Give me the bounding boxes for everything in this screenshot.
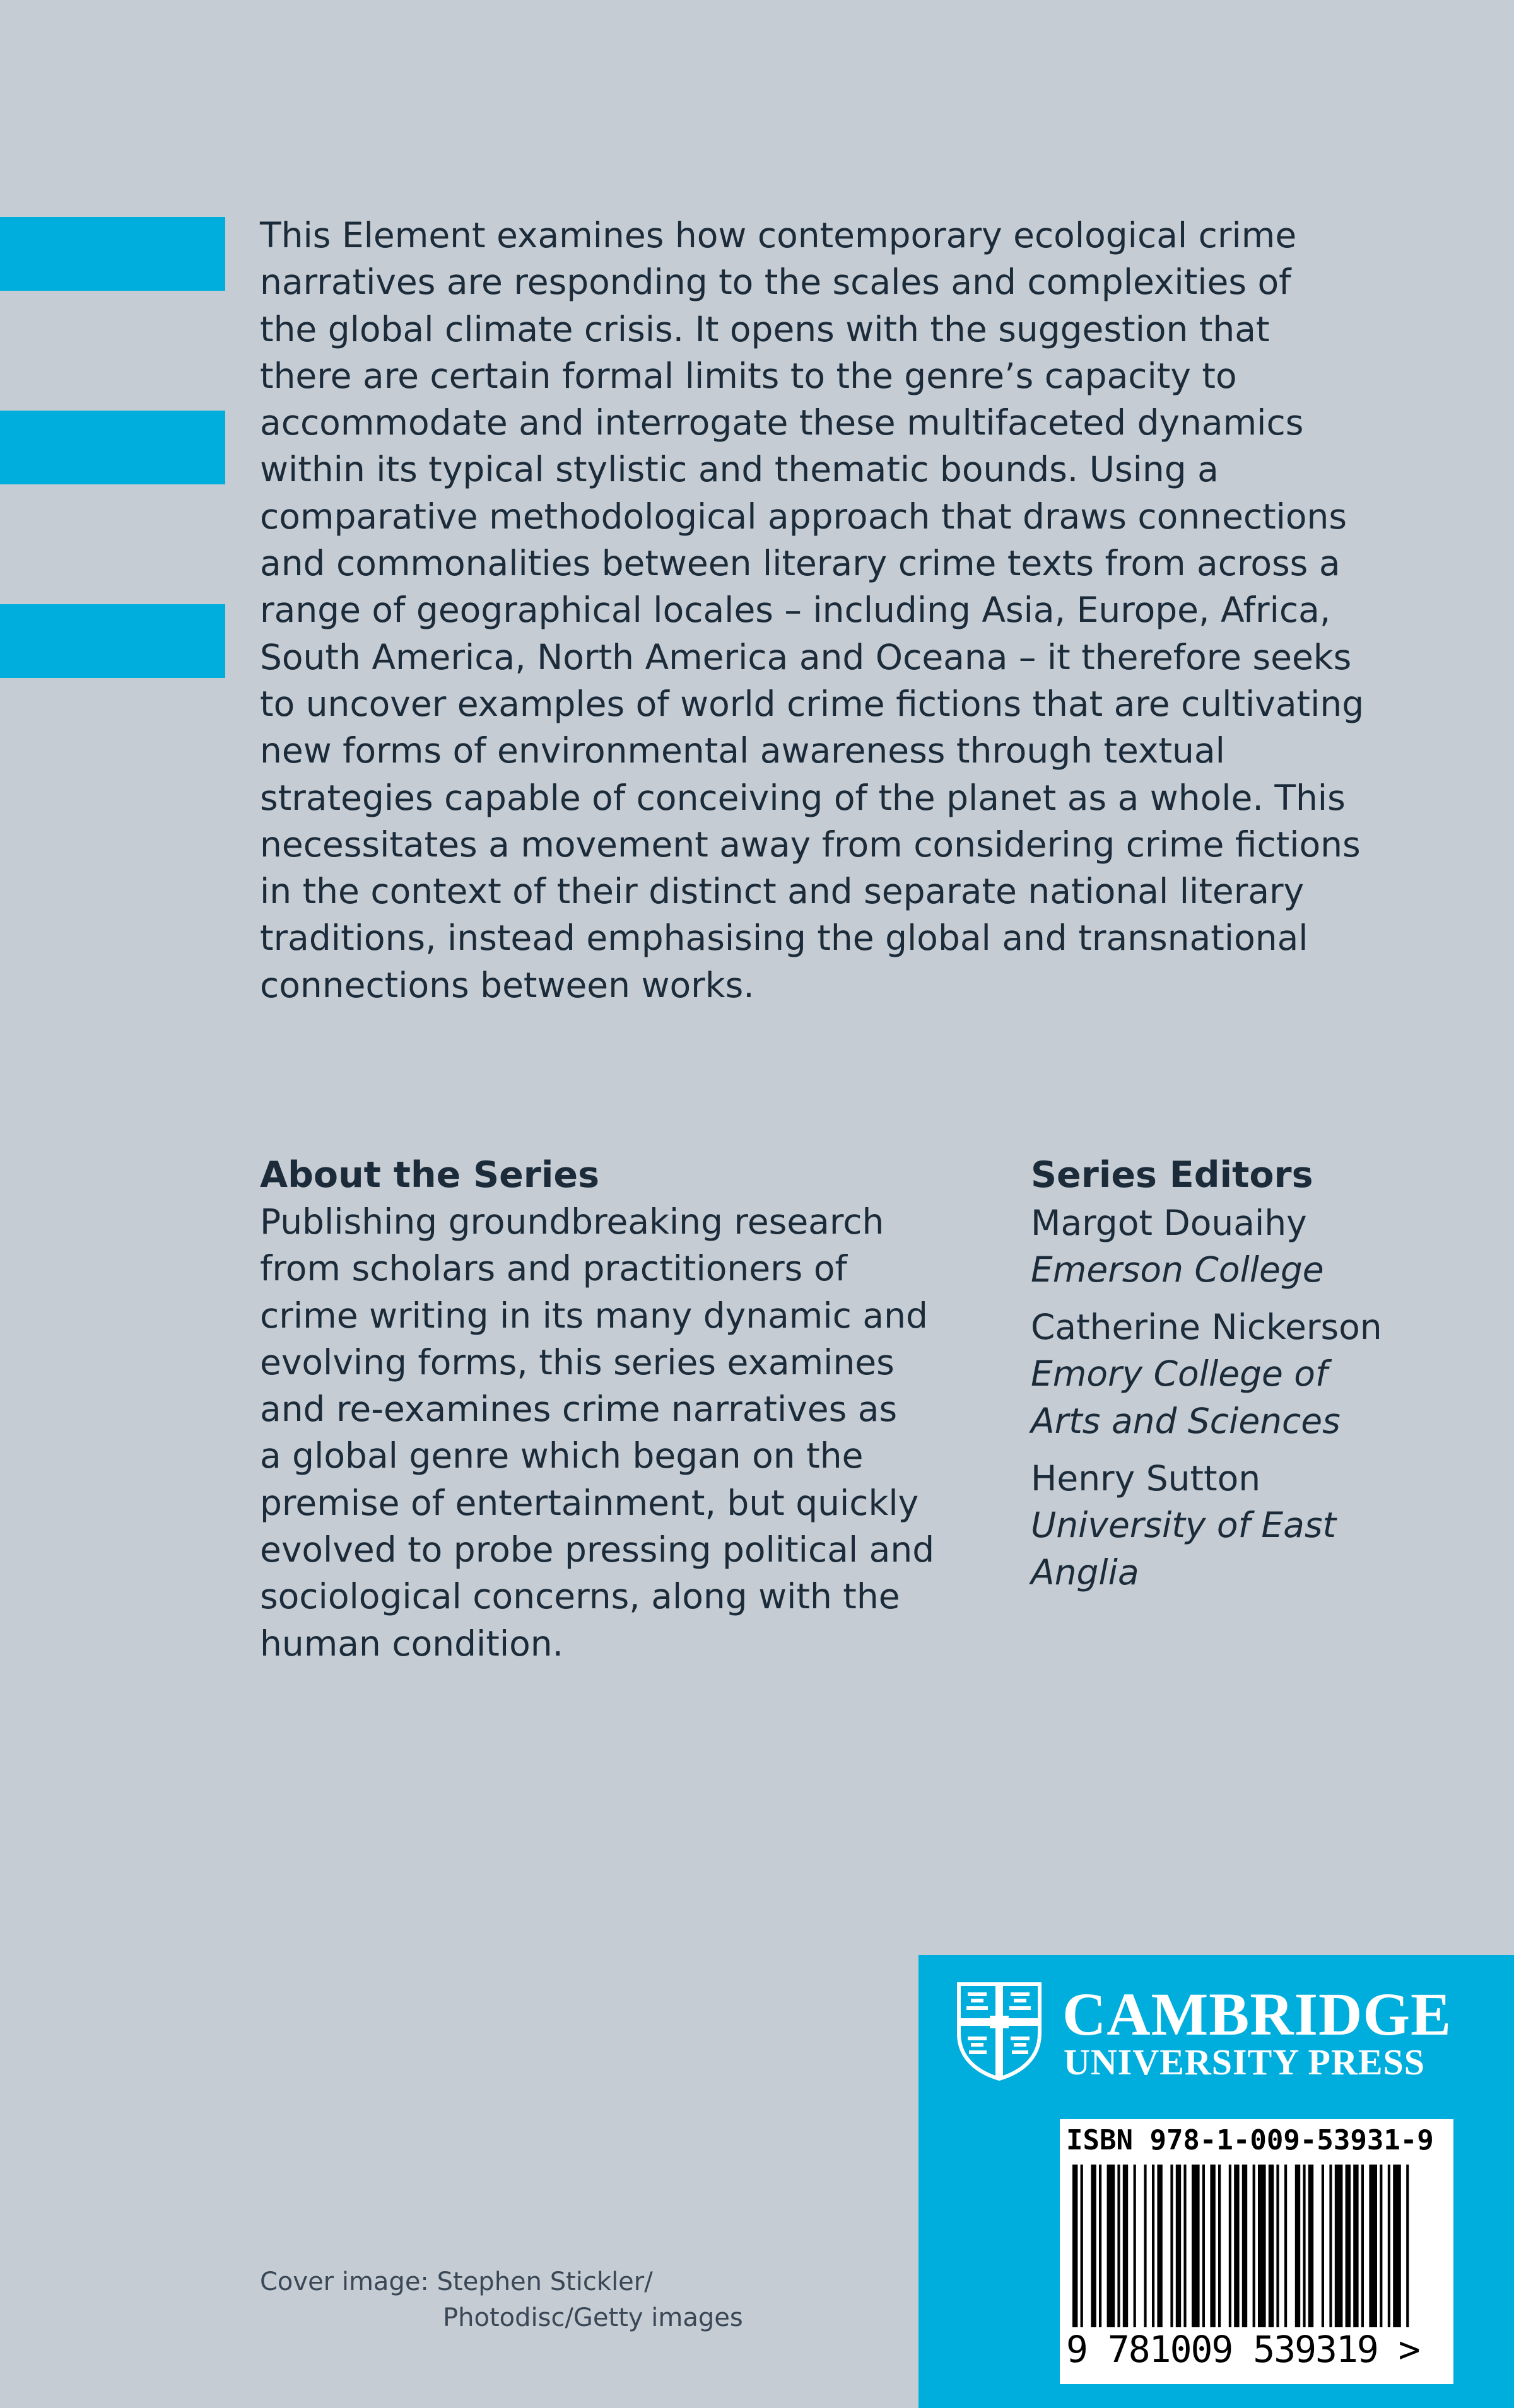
editor-name: Henry Sutton <box>1031 1458 1261 1499</box>
barcode-bars <box>1069 2165 1445 2327</box>
about-line: evolving forms, this series examines <box>260 1341 895 1382</box>
about-series-heading: About the Series <box>260 1154 600 1196</box>
about-line: a global genre which began on the <box>260 1435 864 1476</box>
blurb-line: in the context of their distinct and separate national literary <box>260 871 1305 912</box>
editor-entry <box>1031 1200 1324 1294</box>
editor-name: Margot Douaihy <box>1031 1203 1307 1243</box>
about-series-text <box>260 1198 979 1667</box>
barcode-bar <box>1072 2165 1077 2327</box>
blurb-line: new forms of environmental awareness through textual <box>260 730 1225 771</box>
book-blurb <box>260 212 1421 1008</box>
about-line: Publishing groundbreaking research <box>260 1201 884 1242</box>
barcode-bar <box>1242 2165 1247 2327</box>
blurb-line: range of geographical locales – including Asia, Europe, Africa, <box>260 590 1331 631</box>
barcode-bar <box>1303 2165 1305 2327</box>
blurb-line: connections between works. <box>260 964 754 1005</box>
about-line: evolved to probe pressing political and <box>260 1529 935 1570</box>
barcode-bar <box>1322 2165 1324 2327</box>
blurb-line: and commonalities between literary crime texts from across a <box>260 543 1341 584</box>
barcode-bar <box>1117 2165 1120 2327</box>
about-line: and re-examines crime narratives as <box>260 1389 898 1430</box>
blurb-line: narratives are responding to the scales and complexities of <box>260 262 1291 303</box>
barcode-bar <box>1183 2165 1186 2327</box>
editor-institution: University of East <box>1031 1505 1337 1546</box>
about-line: from scholars and practitioners of <box>260 1248 847 1289</box>
about-line: sociological concerns, along with the <box>260 1576 900 1617</box>
barcode-bar <box>1229 2165 1231 2327</box>
barcode-bar <box>1329 2165 1332 2327</box>
editor-institution: Emory College of <box>1031 1353 1328 1394</box>
barcode-bar <box>1134 2165 1136 2327</box>
barcode-bar <box>1346 2165 1351 2327</box>
barcode-bar <box>1170 2165 1173 2327</box>
publisher-panel <box>918 1955 1514 2408</box>
barcode-bar <box>1258 2165 1266 2327</box>
barcode-bar <box>1295 2165 1300 2327</box>
isbn-barcode <box>1060 2119 1453 2384</box>
blurb-line: traditions, instead emphasising the global and transnational <box>260 918 1308 959</box>
about-line: human condition. <box>260 1623 564 1664</box>
cambridge-shield-icon <box>955 1980 1043 2081</box>
barcode-digits: 9 781009 539319 > <box>1066 2328 1419 2371</box>
blurb-line: within its typical stylistic and thematic bounds. Using a <box>260 449 1219 490</box>
barcode-bar <box>1107 2165 1115 2327</box>
blurb-line: strategies capable of conceiving of the planet as a whole. This <box>260 777 1346 818</box>
barcode-bar <box>1269 2165 1274 2327</box>
barcode-bar <box>1361 2165 1364 2327</box>
barcode-bar <box>1393 2165 1401 2327</box>
barcode-bar <box>1144 2165 1146 2327</box>
barcode-bar <box>1157 2165 1162 2327</box>
about-line: crime writing in its many dynamic and <box>260 1295 928 1336</box>
barcode-bar <box>1369 2165 1377 2327</box>
credit-line: Photodisc/Getty images <box>443 2303 743 2332</box>
publisher-subname: UNIVERSITY PRESS <box>1064 2042 1426 2083</box>
accent-bar-top <box>0 217 225 291</box>
barcode-bar <box>1253 2165 1255 2327</box>
barcode-bar <box>1406 2165 1409 2327</box>
barcode-bar <box>1091 2165 1096 2327</box>
barcode-bar <box>1388 2165 1390 2327</box>
barcode-bar <box>1099 2165 1101 2327</box>
blurb-line: South America, North America and Oceana – it therefore seeks <box>260 636 1352 677</box>
barcode-bar <box>1123 2165 1128 2327</box>
blurb-line: This Element examines how contemporary ecological crime <box>260 215 1297 255</box>
blurb-line: accommodate and interrogate these multifaceted dynamics <box>260 402 1304 443</box>
accent-bar-bottom <box>0 604 225 678</box>
barcode-bar <box>1202 2165 1205 2327</box>
barcode-bar <box>1380 2165 1382 2327</box>
editor-institution: Emerson College <box>1031 1249 1324 1290</box>
blurb-line: the global climate crisis. It opens with the suggestion that <box>260 308 1270 349</box>
barcode-bar <box>1176 2165 1181 2327</box>
barcode-bar <box>1353 2165 1358 2327</box>
publisher-name: CAMBRIDGE <box>1062 1980 1452 2048</box>
accent-bar-middle <box>0 411 225 484</box>
credit-line: Cover image: Stephen Stickler/ <box>260 2267 653 2296</box>
barcode-bar <box>1234 2165 1239 2327</box>
editor-name: Catherine Nickerson <box>1031 1307 1382 1347</box>
editor-entry <box>1031 1455 1336 1596</box>
blurb-line: there are certain formal limits to the genre’s capacity to <box>260 355 1237 396</box>
cover-image-credit <box>260 2264 743 2336</box>
blurb-line: comparative methodological approach that draws connections <box>260 496 1347 537</box>
editor-entry <box>1031 1304 1382 1444</box>
barcode-bar <box>1152 2165 1154 2327</box>
editor-institution: Anglia <box>1031 1552 1139 1593</box>
barcode-bar <box>1210 2165 1215 2327</box>
about-line: premise of entertainment, but quickly <box>260 1482 919 1523</box>
barcode-bar <box>1284 2165 1287 2327</box>
barcode-bar <box>1218 2165 1221 2327</box>
editor-institution: Arts and Sciences <box>1031 1400 1341 1441</box>
blurb-line: to uncover examples of world crime fictions that are cultivating <box>260 683 1364 724</box>
isbn-label: ISBN 978-1-009-53931-9 <box>1066 2124 1434 2156</box>
barcode-bar <box>1308 2165 1313 2327</box>
barcode-bar <box>1276 2165 1279 2327</box>
barcode-bar <box>1192 2165 1200 2327</box>
series-editors-heading: Series Editors <box>1031 1154 1313 1196</box>
barcode-bar <box>1335 2165 1343 2327</box>
barcode-bar <box>1081 2165 1083 2327</box>
blurb-line: necessitates a movement away from considering crime fictions <box>260 824 1361 865</box>
